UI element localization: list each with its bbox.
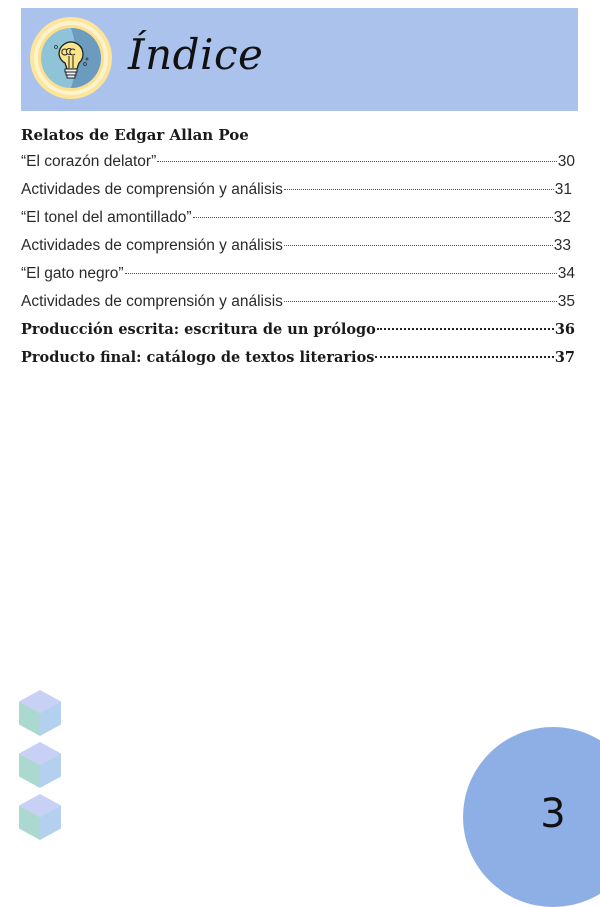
toc-entry[interactable]	[21, 260, 575, 288]
toc-entry-page: 33	[553, 237, 571, 254]
table-of-contents	[21, 124, 575, 372]
page-number: 3	[540, 791, 566, 837]
toc-entry[interactable]	[21, 232, 571, 260]
toc-entry[interactable]	[21, 288, 575, 316]
toc-entry-label: Producción escrita: escritura de un prólogo	[21, 321, 376, 338]
toc-entry-label: Actividades de comprensión y análisis	[21, 181, 283, 198]
toc-entry[interactable]	[21, 148, 575, 176]
cube-icon	[19, 794, 61, 840]
toc-entry-page: 31	[554, 181, 572, 198]
toc-entry[interactable]	[21, 204, 571, 232]
cube-icon	[19, 690, 61, 736]
lightbulb-icon	[29, 16, 113, 100]
dot-leader	[377, 328, 554, 330]
toc-entry-label: “El gato negro”	[21, 265, 124, 282]
dot-leader	[284, 189, 554, 190]
toc-entry-page: 32	[553, 209, 571, 226]
dot-leader	[284, 301, 557, 302]
page-number-circle	[463, 727, 600, 907]
toc-entry-label: Actividades de comprensión y análisis	[21, 293, 283, 310]
toc-entry-page: 37	[554, 349, 575, 366]
toc-entry-label: Producto final: catálogo de textos literarios	[21, 349, 375, 366]
toc-entry-label: “El corazón delator”	[21, 153, 157, 170]
dot-leader	[157, 161, 556, 162]
dot-leader	[284, 245, 553, 246]
dot-leader	[125, 273, 557, 274]
toc-entry[interactable]	[21, 344, 575, 372]
page-title: Índice	[128, 30, 264, 79]
toc-entry-page: 36	[554, 321, 575, 338]
dot-leader	[375, 356, 553, 358]
toc-entry-label: “El tonel del amontillado”	[21, 209, 192, 226]
toc-entry-page: 34	[557, 265, 575, 282]
toc-entry-page: 35	[557, 293, 575, 310]
toc-entry[interactable]	[21, 316, 575, 344]
cube-icon	[19, 742, 61, 788]
toc-entry-page: 30	[557, 153, 575, 170]
toc-entry-label: Actividades de comprensión y análisis	[21, 237, 283, 254]
dot-leader	[193, 217, 553, 218]
toc-entry[interactable]	[21, 176, 572, 204]
toc-section-heading: Relatos de Edgar Allan Poe	[21, 126, 249, 144]
